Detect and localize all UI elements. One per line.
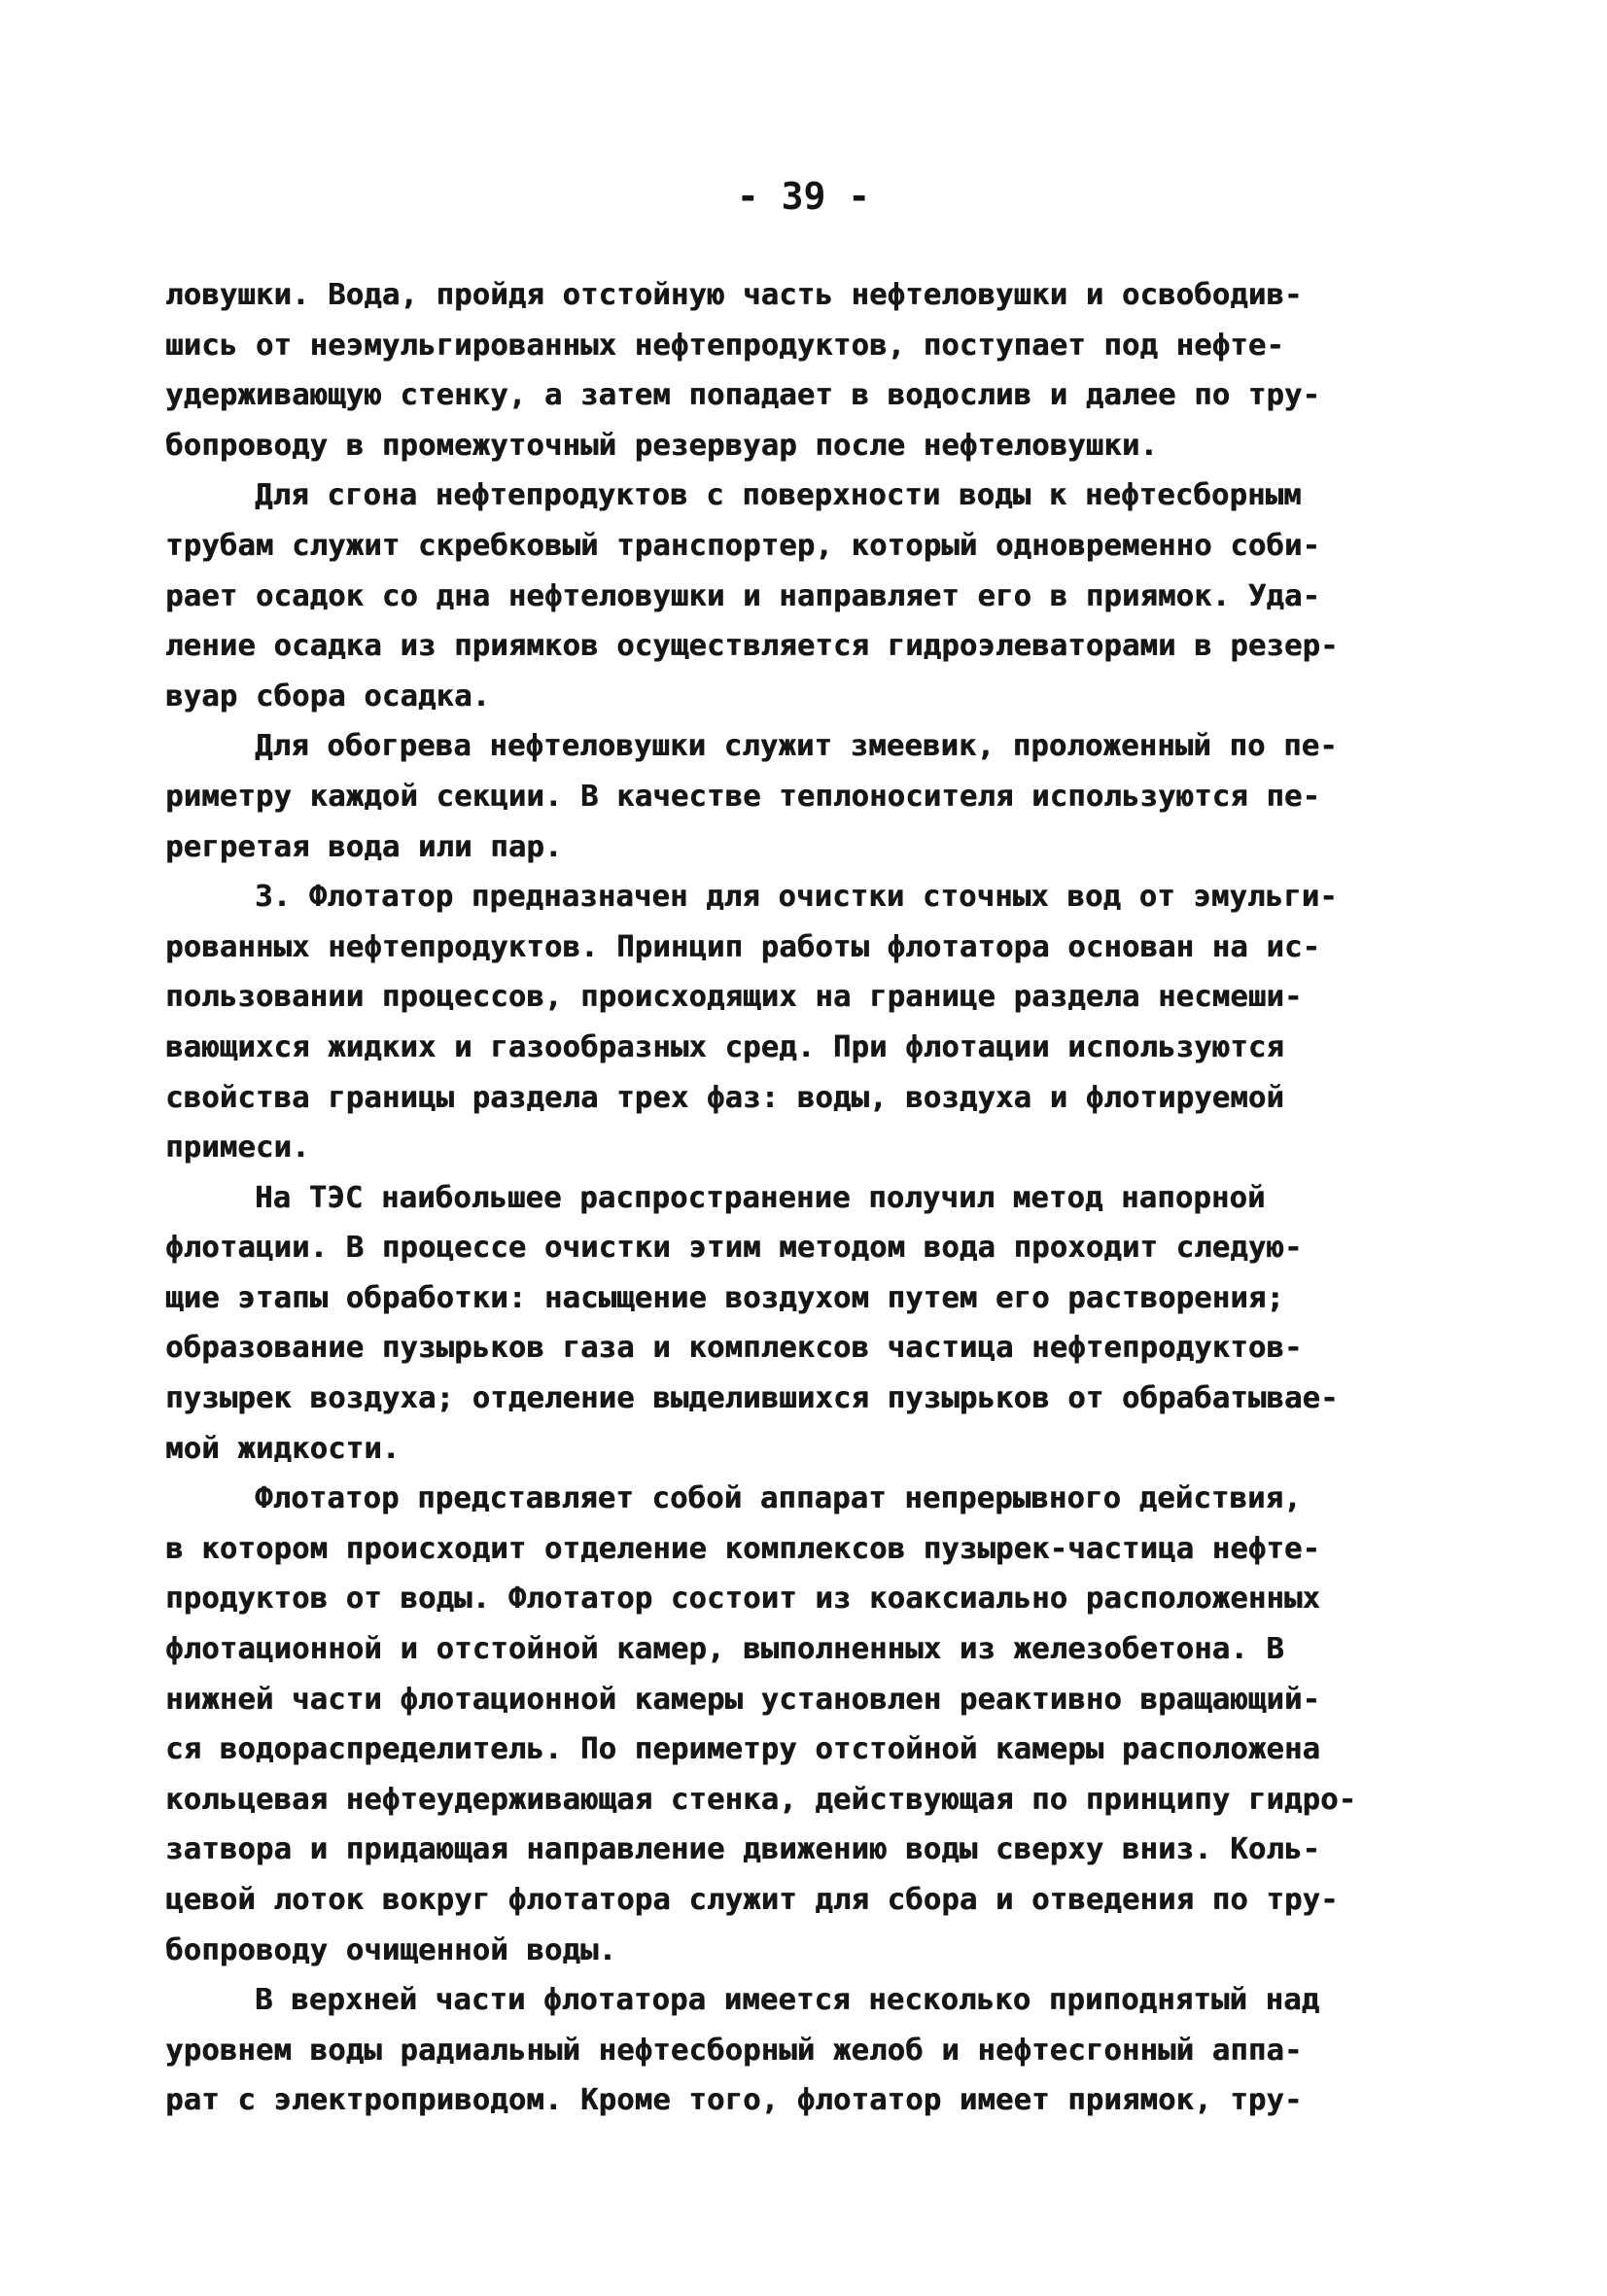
text-line: затвора и придающая направление движению воды сверху вниз. Коль-	[165, 1832, 1321, 1867]
text-line: рает осадок со дна нефтеловушки и направляет его в приямок. Уда-	[165, 578, 1321, 613]
paragraph-2	[165, 470, 1439, 721]
text-line: удерживающую стенку, а затем попадает в водослив и далее по тру-	[165, 378, 1321, 413]
paragraph-5	[165, 1173, 1439, 1475]
text-line: Для обогрева нефтеловушки служит змеевик, проложенный по пе-	[255, 729, 1338, 764]
text-line: примеси.	[165, 1131, 310, 1165]
paragraph-1	[165, 270, 1439, 470]
text-line: в котором происходит отделение комплексов пузырек-частица нефте-	[165, 1531, 1321, 1566]
text-line: продуктов от воды. Флотатор состоит из коаксиально расположенных	[165, 1582, 1321, 1617]
text-line: регретая вода или пар.	[165, 829, 563, 864]
text-line: трубам служит скребковый транспортер, который одновременно соби-	[165, 528, 1321, 563]
text-line: 3. Флотатор предназначен для очистки сточных вод от эмульги-	[255, 880, 1338, 915]
text-line: вуар сбора осадка.	[165, 678, 491, 713]
text-line: мой жидкости.	[165, 1431, 401, 1466]
text-line: флотационной и отстойной камер, выполненных из железобетона. В	[165, 1632, 1284, 1667]
text-line: Для сгона нефтепродуктов с поверхности воды к нефтесборным	[255, 478, 1302, 513]
text-line: ловушки. Вода, пройдя отстойную часть нефтеловушки и освободив-	[165, 278, 1303, 312]
text-line: уровнем воды радиальный нефтесборный желоб и нефтесгонный аппа-	[165, 2033, 1303, 2068]
text-line: ся водораспределитель. По периметру отстойной камеры расположена	[165, 1732, 1321, 1767]
text-line: Флотатор представляет собой аппарат непрерывного действия,	[255, 1481, 1302, 1516]
text-line: бопроводу в промежуточный резервуар после нефтеловушки.	[165, 428, 1158, 463]
text-line: В верхней части флотатора имеется несколько приподнятый над	[255, 1983, 1320, 2018]
text-line: образование пузырьков газа и комплексов частица нефтепродуктов-	[165, 1331, 1303, 1366]
text-line: пузырек воздуха; отделение выделившихся пузырьков от обрабатывае-	[165, 1381, 1339, 1416]
text-line: флотации. В процессе очистки этим методом вода проходит следую-	[165, 1231, 1303, 1266]
text-line: пользовании процессов, происходящих на границе раздела несмеши-	[165, 980, 1303, 1015]
text-line: нижней части флотационной камеры установлен реактивно вращающий-	[165, 1682, 1321, 1717]
text-line: шись от неэмульгированных нефтепродуктов, поступает под нефте-	[165, 328, 1284, 363]
text-line: кольцевая нефтеудерживающая стенка, действующая по принципу гидро-	[165, 1782, 1357, 1817]
text-line: рат с электроприводом. Кроме того, флотатор имеет приямок, тру-	[165, 2083, 1303, 2118]
text-line: риметру каждой секции. В качестве теплоносителя используются пе-	[165, 779, 1321, 814]
paragraph-7	[165, 1975, 1439, 2126]
paragraph-4	[165, 872, 1439, 1173]
text-line: щие этапы обработки: насыщение воздухом путем его растворения;	[165, 1280, 1284, 1315]
page-number: - 39 -	[736, 175, 871, 218]
text-line: бопроводу очищенной воды.	[165, 1932, 617, 1967]
text-line: ление осадка из приямков осуществляется гидроэлеваторами в резер-	[165, 629, 1339, 664]
text-line: цевой лоток вокруг флотатора служит для сбора и отведения по тру-	[165, 1883, 1339, 1917]
paragraph-3	[165, 721, 1439, 872]
body-text	[165, 270, 1439, 2126]
text-line: рованных нефтепродуктов. Принцип работы флотатора основан на ис-	[165, 929, 1321, 964]
paragraph-6	[165, 1474, 1439, 1975]
text-line: вающихся жидких и газообразных сред. При флотации используются	[165, 1029, 1284, 1064]
text-line: свойства границы раздела трех фаз: воды, воздуха и флотируемой	[165, 1080, 1284, 1115]
text-line: На ТЭС наибольшее распространение получил метод напорной	[255, 1180, 1266, 1215]
